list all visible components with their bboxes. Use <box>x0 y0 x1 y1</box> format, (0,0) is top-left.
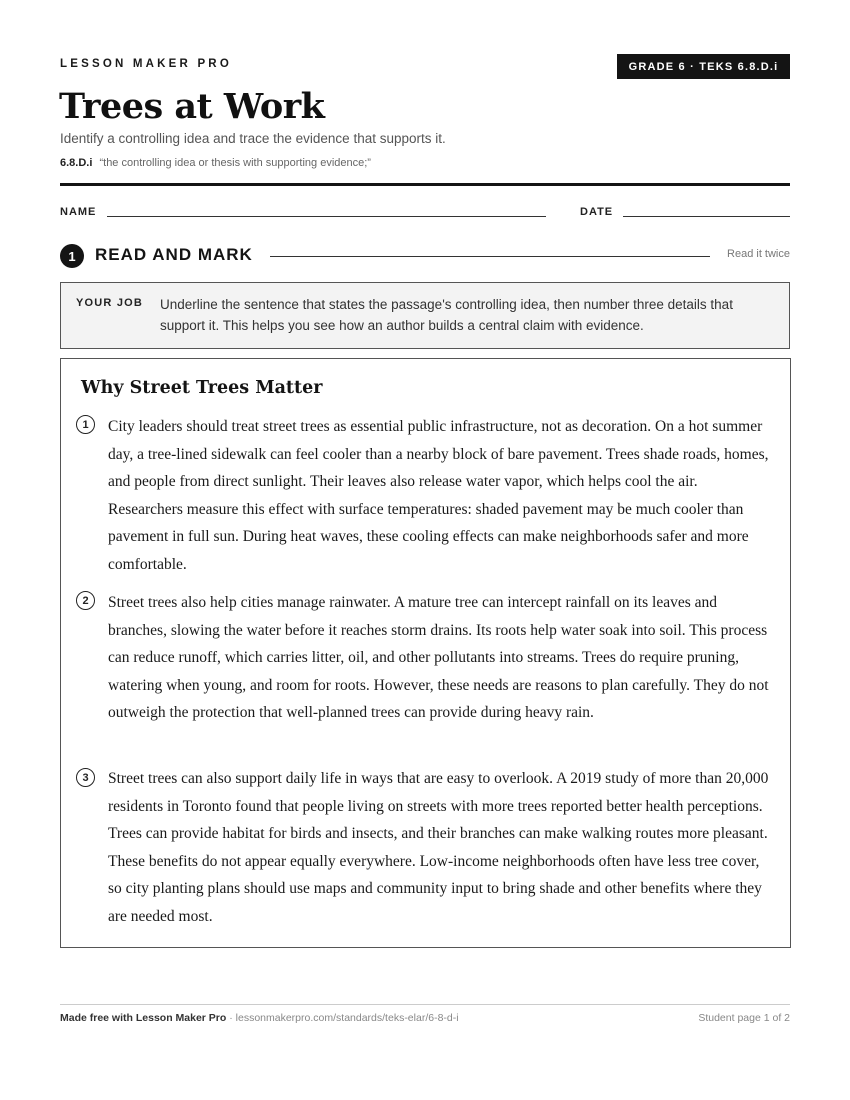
passage-title: Why Street Trees Matter <box>81 378 323 398</box>
page-subtitle: Identify a controlling idea and trace the evidence that supports it. <box>60 131 446 146</box>
footer-url[interactable]: lessonmakerpro.com/standards/teks-elar/6-8-d-i <box>235 1012 459 1024</box>
page-title: Trees at Work <box>59 86 325 127</box>
standard-reference <box>60 157 371 169</box>
section-number-badge: 1 <box>60 244 84 268</box>
instructions-box <box>60 282 790 349</box>
paragraph-3: Street trees can also support daily life in ways that are easy to overlook. A 2019 study of more than 20,000 residents in Toronto found that people living on streets with more trees reported better health perceptions. Trees can provide habitat for birds and insects, and their branches can make walking routes more pleasant. These benefits do not appear equally everywhere. Low-income neighborhoods often have less tree cover, so city planting plans should use maps and community input to bring shade and other benefits where they are needed most. <box>108 770 769 925</box>
instructions-label: YOUR JOB <box>76 297 144 309</box>
section-note: Read it twice <box>727 248 790 260</box>
standard-code: 6.8.D.i <box>60 157 93 169</box>
paragraph-number-2: 2 <box>76 591 95 610</box>
standard-text: “the controlling idea or thesis with supporting evidence;” <box>99 157 371 169</box>
footer-credit <box>60 1012 459 1024</box>
date-label: DATE <box>580 206 614 218</box>
paragraph-2: Street trees also help cities manage rainwater. A mature tree can intercept rainfall on its leaves and branches, slowing the water before it reaches storm drains. Its roots help water soak into soil. This process can reduce runoff, which carries litter, oil, and other pollutants into streams. Trees do require pruning, watering when young, and room for roots. However, these needs are reasons to plan carefully. They do not outweigh the protection that well-planned trees can provide during heavy rain. <box>108 594 769 721</box>
section-title: READ AND MARK <box>95 245 253 264</box>
paragraph-1: City leaders should treat street trees as essential public infrastructure, not as decoration. On a hot summer day, a tree-lined sidewalk can feel cooler than a nearby block of bare pavement. Trees shade roads, homes, and people from direct sunlight. Their leaves also release water vapor, which helps cool the air. Researchers measure this effect with surface temperatures: shaded pavement may be much cooler than pavement in full sun. During heat waves, these cooling effects can make neighborhoods safer and more comfortable. <box>108 418 769 573</box>
reading-passage <box>60 358 791 948</box>
paragraph-number-3: 3 <box>76 768 95 787</box>
footer-divider <box>60 1004 790 1005</box>
footer-separator: · <box>226 1012 236 1024</box>
page-indicator: Student page 1 of 2 <box>698 1012 790 1024</box>
name-field[interactable] <box>107 216 546 217</box>
brand-name: LESSON MAKER PRO <box>60 58 232 70</box>
paragraph-number-1: 1 <box>76 415 95 434</box>
grade-standard-badge: GRADE 6 · TEKS 6.8.D.i <box>617 54 790 79</box>
footer-made-with: Made free with Lesson Maker Pro <box>60 1012 227 1024</box>
header-divider <box>60 183 790 186</box>
name-label: NAME <box>60 206 97 218</box>
section-divider <box>270 256 710 257</box>
date-field[interactable] <box>623 216 790 217</box>
instructions-text: Underline the sentence that states the passage's controlling idea, then number three details that support it. This helps you see how an author builds a central claim with evidence. <box>160 297 733 333</box>
